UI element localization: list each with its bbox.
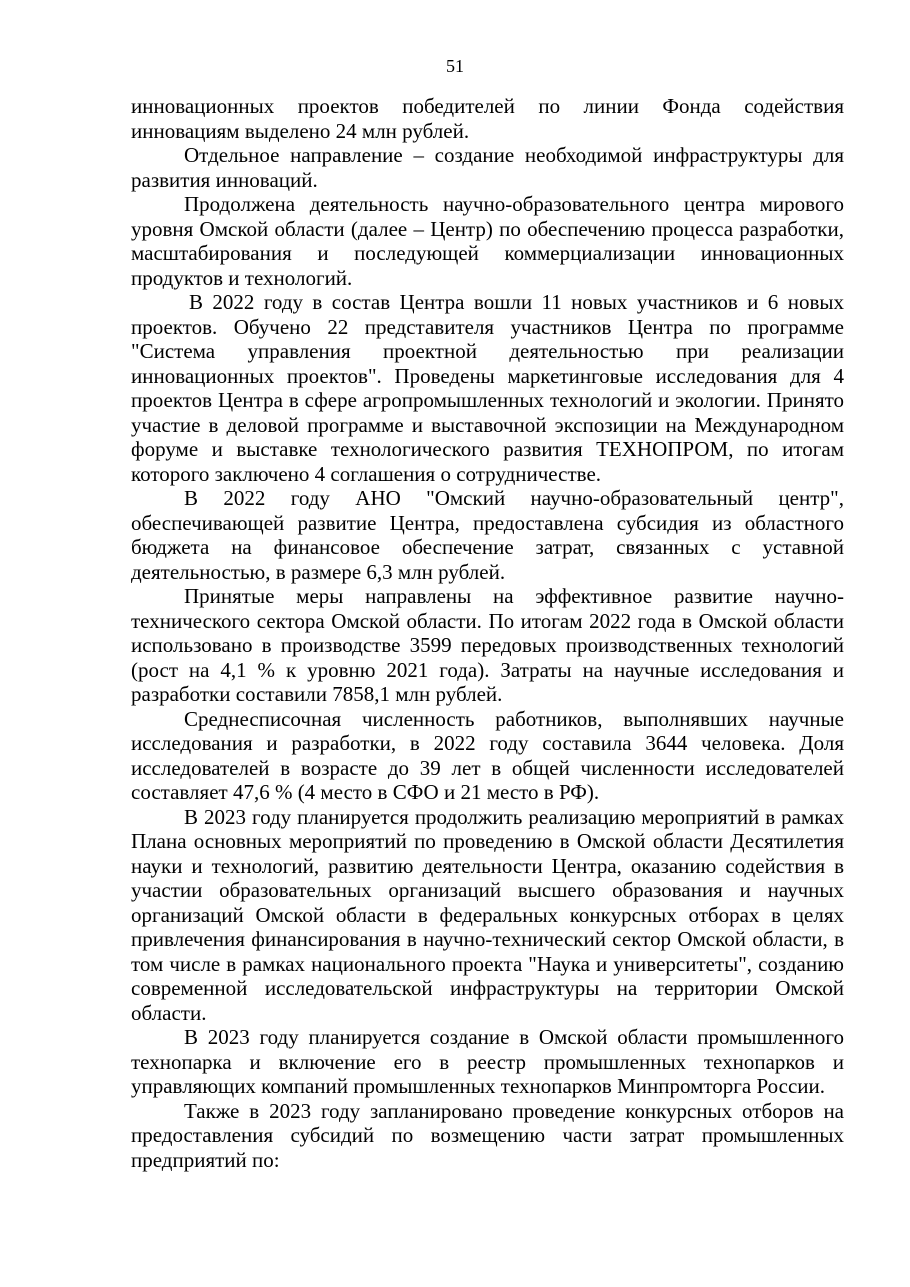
paragraph-5: В 2022 году АНО "Омский научно-образовательный центр", обеспечивающей развитие Центра, предоставлена субсидия из областного бюджета на финансовое обеспечение затрат, связанных с уставной деятельностью, в размере 6,3 млн рублей. <box>131 486 844 584</box>
paragraph-10: Также в 2023 году запланировано проведение конкурсных отборов на предоставления субсидий по возмещению части затрат промышленных предприятий по: <box>131 1098 844 1172</box>
paragraph-4: В 2022 году в состав Центра вошли 11 новых участников и 6 новых проектов. Обучено 22 представителя участников Центра по программе "Система управления проектной деятельностью при реализации инновационных проектов". Проведены маркетинговые исследования для 4 проектов Центра в сфере агропромышленных технологий и экологии. Принято участие в деловой программе и выставочной экспозиции на Международном форуме и выставке технологического развития ТЕХНОПРОМ, по итогам которого заключено 4 соглашения о сотрудничестве. <box>131 290 844 486</box>
paragraph-3: Продолжена деятельность научно-образовательного центра мирового уровня Омской области (далее – Центр) по обеспечению процесса разработки, масштабирования и последующей коммерциализации инновационных продуктов и технологий. <box>131 192 844 290</box>
page-number: 51 <box>446 56 464 76</box>
paragraph-6: Принятые меры направлены на эффективное развитие научно-технического сектора Омской области. По итогам 2022 года в Омской области использовано в производстве 3599 передовых производственных технологий (рост на 4,1 % к уровню 2021 года). Затраты на научные исследования и разработки составили 7858,1 млн рублей. <box>131 584 844 706</box>
paragraph-7: Среднесписочная численность работников, выполнявших научные исследования и разработки, в 2022 году составила 3644 человека. Доля исследователей в возрасте до 39 лет в общей численности исследователей составляет 47,6 % (4 место в СФО и 21 место в РФ). <box>131 706 844 804</box>
paragraph-9: В 2023 году планируется создание в Омской области промышленного технопарка и включение его в реестр промышленных технопарков и управляющих компаний промышленных технопарков Минпромторга России. <box>131 1025 844 1098</box>
body-text <box>131 94 844 1172</box>
paragraph-2: Отдельное направление – создание необходимой инфраструктуры для развития инноваций. <box>131 143 844 192</box>
paragraph-1: инновационных проектов победителей по линии Фонда содействия инновациям выделено 24 млн рублей. <box>131 94 844 143</box>
paragraph-8: В 2023 году планируется продолжить реализацию мероприятий в рамках Плана основных мероприятий по проведению в Омской области Десятилетия науки и технологий, развитию деятельности Центра, оказанию содействия в участии образовательных организаций высшего образования и научных организаций Омской области в федеральных конкурсных отборах в целях привлечения финансирования в научно-технический сектор Омской области, в том числе в рамках национального проекта "Наука и университеты", созданию современной исследовательской инфраструктуры на территории Омской области. <box>131 804 844 1025</box>
